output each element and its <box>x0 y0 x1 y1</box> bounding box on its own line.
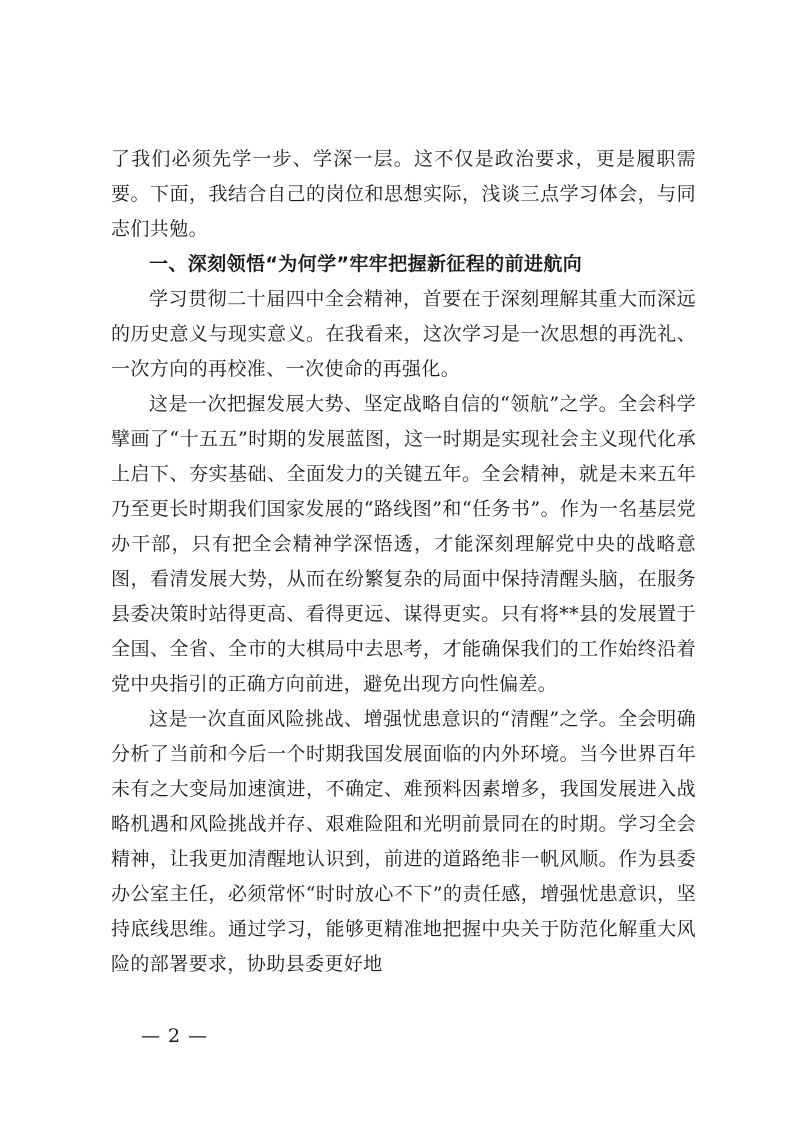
page-number: — 2 — <box>141 1025 209 1047</box>
continuation-paragraph: 了我们必须先学一步、学深一层。这不仅是政治要求，更是履职需要。下面，我结合自己的岗位和思想实际，浅谈三点学习体会，与同志们共勉。 <box>111 148 696 240</box>
body-paragraph-3: 这是一次直面风险挑战、增强忧患意识的“清醒”之学。全会明确分析了当前和今后一个时期我国发展面临的内外环境。当今世界百年未有之大变局加速演进，不确定、难预料因素增多，我国发展进入战略机遇和风险挑战并存、艰难险阻和光明前景同在的时期。学习全会精神，让我更加清醒地认识到，前进的道路绝非一帆风顺。作为县委办公室主任，必须常怀“时时放心不下”的责任感，增强忧患意识，坚持底线思维。通过学习，能够更精准地把握中央关于防范化解重大风险的部署要求，协助县委更好地 <box>111 708 696 975</box>
body-paragraph-1: 学习贯彻二十届四中全会精神，首要在于深刻理解其重大而深远的历史意义与现实意义。在我看来，这次学习是一次思想的再洗礼、一次方向的再校准、一次使命的再强化。 <box>111 288 696 380</box>
document-body <box>111 142 696 982</box>
body-paragraph-2: 这是一次把握发展大势、坚定战略自信的“领航”之学。全会科学擘画了“十五五”时期的发展蓝图，这一时期是实现社会主义现代化承上启下、夯实基础、全面发力的关键五年。全会精神，就是未来五年乃至更长时期我们国家发展的“路线图”和“任务书”。作为一名基层党办干部，只有把全会精神学深悟透，才能深刻理解党中央的战略意图，看清发展大势，从而在纷繁复杂的局面中保持清醒头脑，在服务县委决策时站得更高、看得更远、谋得更实。只有将**县的发展置于全国、全省、全市的大棋局中去思考，才能确保我们的工作始终沿着党中央指引的正确方向前进，避免出现方向性偏差。 <box>111 393 696 695</box>
section-heading: 一、深刻领悟“为何学”牢牢把握新征程的前进航向 <box>149 253 583 275</box>
